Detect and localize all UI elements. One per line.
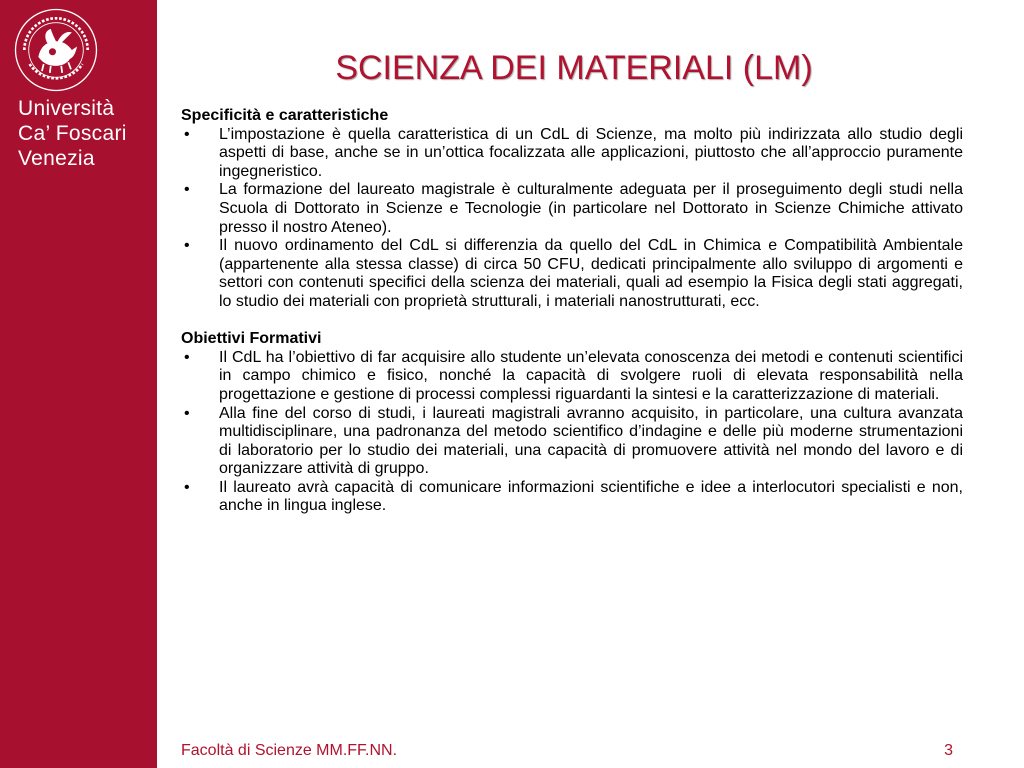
footer-faculty-label: Facoltà di Scienze MM.FF.NN. (181, 742, 398, 759)
bullet-icon: • (184, 237, 190, 255)
bullet-text: Alla fine del corso di studi, i laureati magistrali avranno acquisito, in particolare, una cultura avanzata multidisciplinare, una padronanza del metodo scientifico d’indagine e delle più moderne strumentazioni di laboratorio per lo studio dei materiali, una capacità di promuovere attività nel mondo del lavoro e di organizzare attività di gruppo. (219, 404, 963, 478)
slide-title: SCIENZA DEI MATERIALI (LM) (335, 49, 813, 87)
bullet-icon: • (184, 125, 190, 143)
bullet-icon: • (184, 404, 190, 422)
bullet-text: Il CdL ha l’obiettivo di far acquisire allo studente un’elevata conoscenza dei metodi e contenuti scientifici in campo chimico e fisico, nonché la capacità di svolgere ruoli di elevata responsabilità nella progettazione e gestione di processi complessi riguardanti la sintesi e la caratterizzazione di materiali. (219, 348, 963, 403)
list-item (181, 479, 963, 516)
bullet-text: L’impostazione è quella caratteristica di un CdL di Scienze, ma molto più indirizzata allo studio degli aspetti di base, anche se in un’ottica focalizzata alle applicazioni, piuttosto che all’approccio puramente ingegneristico. (219, 125, 963, 180)
bullet-icon: • (184, 478, 190, 496)
bullet-text: La formazione del laureato magistrale è culturalmente adeguata per il proseguimento degli studi nella Scuola di Dottorato in Scienze e Tecnologie (in particolare nel Dottorato in Scienze Chimiche attivato presso il nostro Ateneo). (219, 181, 963, 236)
university-name (18, 96, 127, 171)
list-item (181, 349, 963, 405)
section-heading-obiettivi: Obiettivi Formativi (181, 330, 322, 348)
bullet-icon: • (184, 348, 190, 366)
bullet-list-specificita (181, 126, 963, 312)
list-item (181, 181, 963, 237)
section-heading-specificita: Specificità e caratteristiche (181, 107, 389, 124)
university-name-line-1: Università (18, 97, 115, 120)
university-name-line-2: Ca’ Foscari (18, 122, 127, 145)
bullet-text: Il nuovo ordinamento del CdL si differenzia da quello del CdL in Chimica e Compatibilità Ambientale (appartenente alla stessa classe) di circa 50 CFU, dedicati principalmente allo sviluppo di argomenti e settori con contenuti specifici della scienza dei materiali, quali ad esempio la Fisica degli stati aggregati, lo studio dei materiali con proprietà strutturali, i materiali nanostrutturati, ecc. (219, 237, 963, 310)
bullet-list-obiettivi (181, 349, 963, 516)
university-name-line-3: Venezia (18, 147, 95, 170)
sidebar (0, 0, 157, 768)
bullet-text: Il laureato avrà capacità di comunicare informazioni scientifiche e idee a interlocutori specialisti e non, anche in lingua inglese. (219, 478, 963, 515)
list-item (181, 405, 963, 479)
slide-content (181, 107, 963, 516)
list-item (181, 126, 963, 182)
page-number: 3 (944, 742, 953, 759)
bullet-icon: • (184, 181, 190, 199)
list-item (181, 237, 963, 311)
section-spacer (181, 312, 963, 331)
university-seal-logo (12, 6, 100, 94)
